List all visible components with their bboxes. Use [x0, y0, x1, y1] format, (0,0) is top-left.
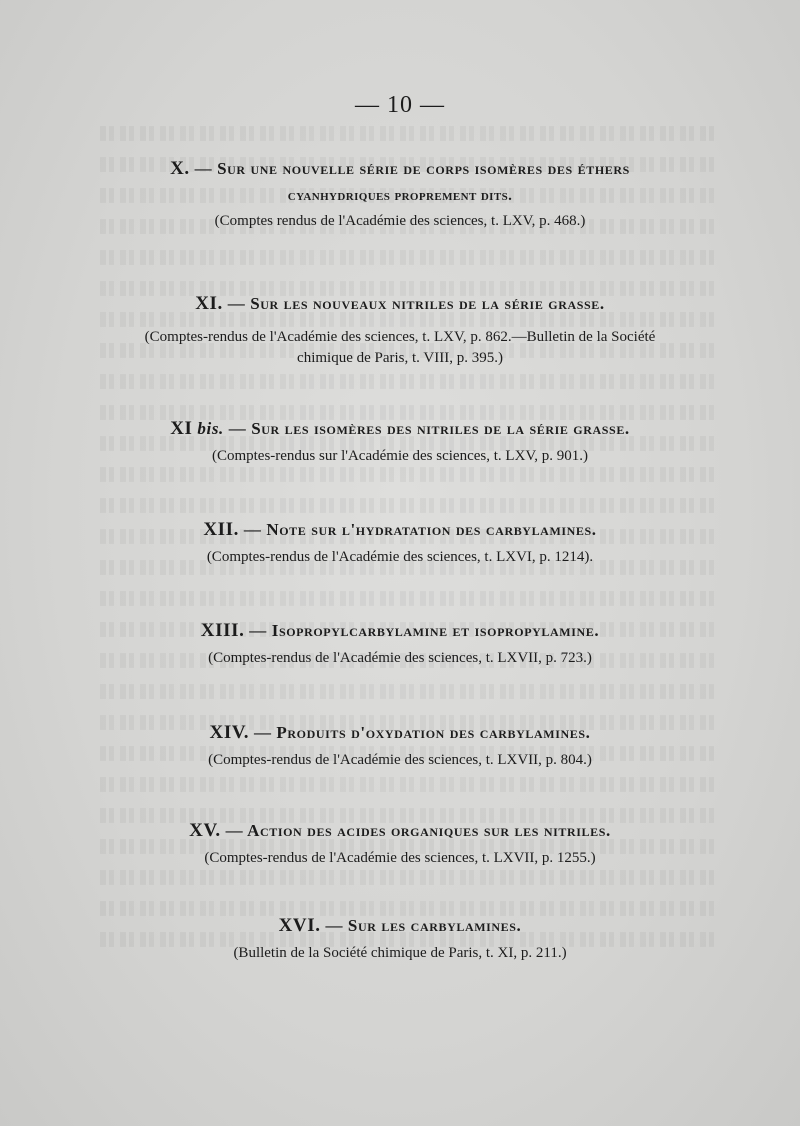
dash: — — [249, 621, 267, 640]
entry-xv — [0, 820, 800, 867]
entry-number: XVI. — [278, 915, 321, 936]
entry-reference: (Comptes-rendus de l'Académie des sciences, t. LXVI, p. 1214). — [206, 549, 594, 565]
entry-title-text: Sur les nouveaux nitriles de la série grasse. — [250, 294, 605, 313]
entry-title-text: Sur une nouvelle série de corps isomères des éthers — [217, 159, 630, 178]
dash: — — [325, 916, 344, 935]
entry-title — [0, 915, 800, 937]
entry-title-text: Produits d'oxydation des carbylamines. — [276, 723, 591, 742]
entry-xii — [0, 519, 800, 566]
dash: — — [227, 294, 246, 313]
entry-number: XI. — [195, 293, 223, 314]
entry-title-text: Isopropylcarbylamine et isopropylamine. — [271, 621, 600, 640]
entry-number: XII. — [203, 519, 240, 540]
entry-reference-continuation: chimique de Paris, t. VIII, p. 395.) — [297, 350, 503, 366]
entry-xiv — [0, 722, 800, 769]
entry-title — [0, 418, 800, 440]
entry-xi — [0, 293, 800, 367]
entry-title-text: Sur les isomères des nitriles de la série grasse. — [251, 419, 630, 438]
entry-title — [0, 722, 800, 744]
entry-title — [0, 293, 800, 315]
entry-title-text: Sur les carbylamines. — [347, 916, 522, 935]
entry-title — [0, 820, 800, 842]
entry-number: XI — [170, 418, 193, 439]
entry-reference: (Bulletin de la Société chimique de Paris, t. XI, p. 211.) — [233, 945, 567, 961]
dash: — — [243, 520, 262, 539]
dash: — — [253, 723, 272, 742]
entry-reference: (Comptes-rendus de l'Académie des sciences, t. LXVII, p. 1255.) — [204, 850, 596, 866]
dash: — — [225, 821, 244, 840]
entry-title-text: Action des acides organiques sur les nitriles. — [247, 821, 611, 840]
entry-number: XV. — [189, 820, 221, 841]
entry-number: X. — [170, 158, 190, 179]
entry-title — [0, 519, 800, 541]
entry-number: XIII. — [200, 620, 245, 641]
entry-title — [0, 620, 800, 642]
entry-reference: (Comptes-rendus de l'Académie des sciences, t. LXV, p. 862.—Bulletin de la Société — [144, 329, 656, 345]
entry-xi-bis — [0, 418, 800, 465]
entry-number: XIV. — [209, 722, 250, 743]
entry-xiii — [0, 620, 800, 667]
page-number: — 10 — — [355, 92, 445, 118]
entry-number-suffix: bis. — [197, 419, 224, 438]
entry-xvi — [0, 915, 800, 962]
entry-reference: (Comptes-rendus de l'Académie des sciences, t. LXVII, p. 723.) — [208, 650, 592, 666]
entry-x — [0, 158, 800, 230]
entry-title-text: Note sur l'hydratation des carbylamines. — [266, 520, 597, 539]
entry-title — [0, 158, 800, 180]
entry-title-continuation: cyanhydriques proprement dits. — [287, 188, 513, 204]
entry-reference: (Comptes rendus de l'Académie des sciences, t. LXV, p. 468.) — [214, 213, 586, 229]
entry-reference: (Comptes-rendus de l'Académie des sciences, t. LXVII, p. 804.) — [208, 752, 592, 768]
dash: — — [228, 419, 247, 438]
dash: — — [194, 159, 213, 178]
entry-reference: (Comptes-rendus sur l'Académie des sciences, t. LXV, p. 901.) — [211, 448, 589, 464]
